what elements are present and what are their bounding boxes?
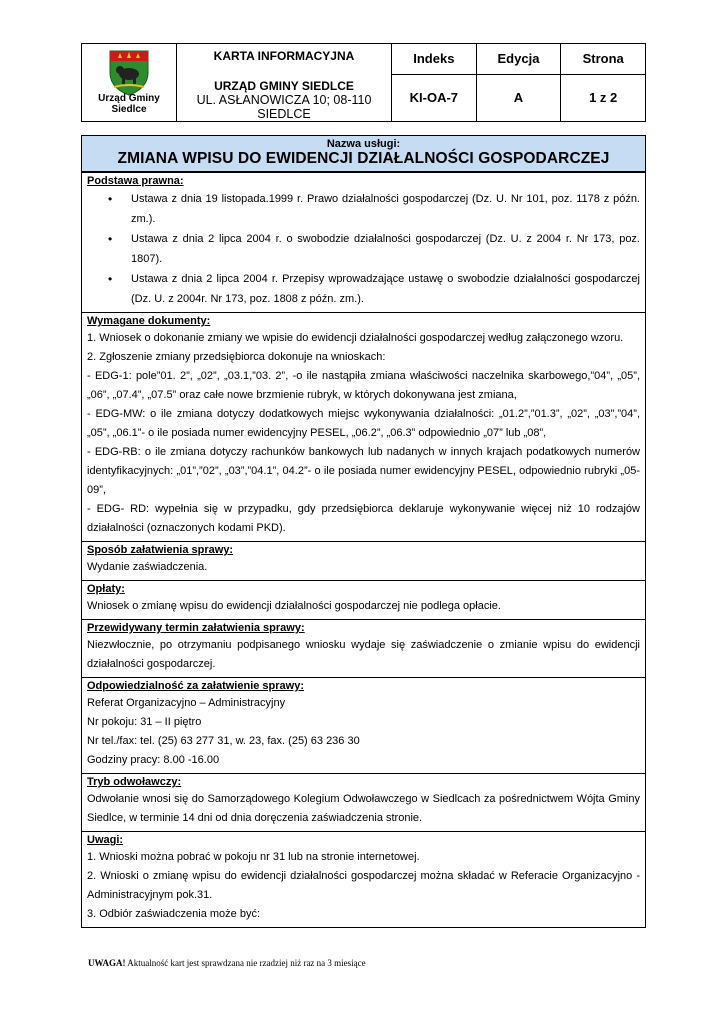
document-line: - EDG-MW: o ile zmiana dotyczy dodatkowych miejsc wykonywania działalności: „01.2”,”01.3”, „02”, „03”,”04”, „05”, „06.1”- o ile posiada numer ewidencyjny PESEL, „06.2”, „06.3” odpowiednio „07” lub „08”, — [87, 408, 640, 439]
appeal-title: Tryb odwoławczy: — [87, 776, 182, 788]
handling-method-section — [82, 541, 645, 580]
handling-method-text: Wydanie zaświadczenia. — [87, 561, 208, 573]
responsibility-section — [82, 677, 645, 773]
responsibility-line: Nr pokoju: 31 – II piętro — [87, 716, 202, 728]
index-value: KI-OA-7 — [392, 74, 477, 121]
note-line: 1. Wnioski można pobrać w pokoju nr 31 lub na stronie internetowej. — [87, 851, 420, 863]
document-line: 1. Wniosek o dokonanie zmiany we wpisie do ewidencji działalności gospodarczej według załączonego wzoru. — [87, 332, 624, 344]
note-line: 2. Wnioski o zmianę wpisu do ewidencji działalności gospodarczej można składać w Referacie Organizacyjno - Administracyjnym pok.31. — [87, 870, 640, 901]
notes-title: Uwagi: — [87, 834, 124, 846]
document-line: 2. Zgłoszenie zmiany przedsiębiorca dokonuje na wnioskach: — [87, 351, 386, 363]
edition-label: Edycja — [476, 44, 561, 75]
logo-cell — [82, 44, 177, 122]
document-line: - EDG-RB: o ile zmiana dotyczy rachunków bankowych lub nadanych w innych krajach podatkowych numerów identyfikacyjnych: „01”,”02”, „03”,”04.1”, 04.2”- o ile posiada numer ewidencyjny PESEL, odpowiednio rubryki „05-09”, — [87, 446, 640, 496]
card-title: KARTA INFORMACYJNA — [213, 48, 355, 63]
expected-time-title: Przewidywany termin załatwienia sprawy: — [87, 622, 305, 634]
footer-note — [88, 958, 366, 968]
legal-basis-list — [87, 189, 640, 309]
handling-method-title: Sposób załatwienia sprawy: — [87, 544, 234, 556]
page-value: 1 z 2 — [561, 74, 646, 121]
info-table — [81, 135, 646, 928]
appeal-section — [82, 773, 645, 831]
fees-section — [82, 580, 645, 619]
office-address: UL. ASŁANOWICZA 10; 08-110 SIEDLCE — [196, 92, 372, 121]
page-label: Strona — [561, 44, 646, 75]
expected-time-section — [82, 619, 645, 677]
office-caption: Urząd Gminy Siedlce — [98, 93, 160, 115]
list-item: • Ustawa z dnia 2 lipca 2004 r. o swobodzie działalności gospodarczej (Dz. U. z 2004 r. Nr 173, poz. 1807). — [131, 229, 640, 269]
footer-warning-text: Aktualność kart jest sprawdzana nie rzadziej niż raz na 3 miesiące — [127, 958, 366, 968]
index-label: Indeks — [392, 44, 477, 75]
header-table — [81, 43, 646, 122]
title-cell — [177, 44, 392, 122]
responsibility-line: Referat Organizacyjno – Administracyjny — [87, 697, 286, 709]
fees-text: Wniosek o zmianę wpisu do ewidencji działalności gospodarczej nie podlega opłacie. — [87, 600, 501, 612]
expected-time-text: Niezwłocznie, po otrzymaniu podpisanego wniosku wydaje się zaświadczenie o zmianie wpisu do ewidencji działalności gospodarczej. — [87, 639, 640, 670]
legal-basis-title: Podstawa prawna: — [87, 175, 184, 187]
required-documents-title: Wymagane dokumenty: — [87, 315, 211, 327]
notes-section — [82, 831, 645, 927]
list-item: • Ustawa z dnia 2 lipca 2004 r. Przepisy wprowadzające ustawę o swobodzie działalności gospodarczej (Dz. U. z 2004r. Nr 173, poz. 1808 z późn. zm.). — [131, 269, 640, 309]
legal-basis-section — [82, 172, 645, 312]
service-header — [82, 136, 645, 172]
responsibility-line: Godziny pracy: 8.00 -16.00 — [87, 754, 220, 766]
coat-of-arms-icon — [108, 49, 150, 97]
service-label: Nazwa usługi: — [326, 138, 401, 150]
fees-title: Opłaty: — [87, 583, 125, 595]
list-item: • Ustawa z dnia 19 listopada.1999 r. Prawo działalności gospodarczej (Dz. U. Nr 101, poz. 1178 z późn. zm.). — [131, 189, 640, 229]
appeal-text: Odwołanie wnosi się do Samorządowego Kolegium Odwoławczego w Siedlcach za pośrednictwem Wójta Gminy Siedlce, w terminie 14 dni od dnia doręczenia zaświadczenia stronie. — [87, 793, 640, 824]
office-name: URZĄD GMINY SIEDLCE — [214, 78, 354, 93]
responsibility-title: Odpowiedzialność za załatwienie sprawy: — [87, 680, 305, 692]
document-line: - EDG- RD: wypełnia się w przypadku, gdy przedsiębiorca deklaruje wykonywanie więcej niż 10 rodzajów działalności (oznaczonych kodami PKD). — [87, 503, 640, 534]
footer-warning-label: UWAGA! — [88, 958, 126, 968]
required-documents-section — [82, 312, 645, 541]
document-page — [81, 43, 646, 928]
document-line: - EDG-1: pole”01. 2”, „02”, „03.1,”03. 2”, -o ile nastąpiła zmiana właściwości naczelnika skarbowego,”04”, „05”, „06”, „07.4”, „07.5” oraz całe nowe brzmienie rubryk, w których dokonywana jest zmiana, — [87, 370, 640, 401]
edition-value: A — [476, 74, 561, 121]
note-line: 3. Odbiór zaświadczenia może być: — [87, 908, 261, 920]
responsibility-line: Nr tel./fax: tel. (25) 63 277 31, w. 23, fax. (25) 63 236 30 — [87, 735, 360, 747]
service-name: ZMIANA WPISU DO EWIDENCJI DZIAŁALNOŚCI GOSPODARCZEJ — [117, 150, 610, 167]
